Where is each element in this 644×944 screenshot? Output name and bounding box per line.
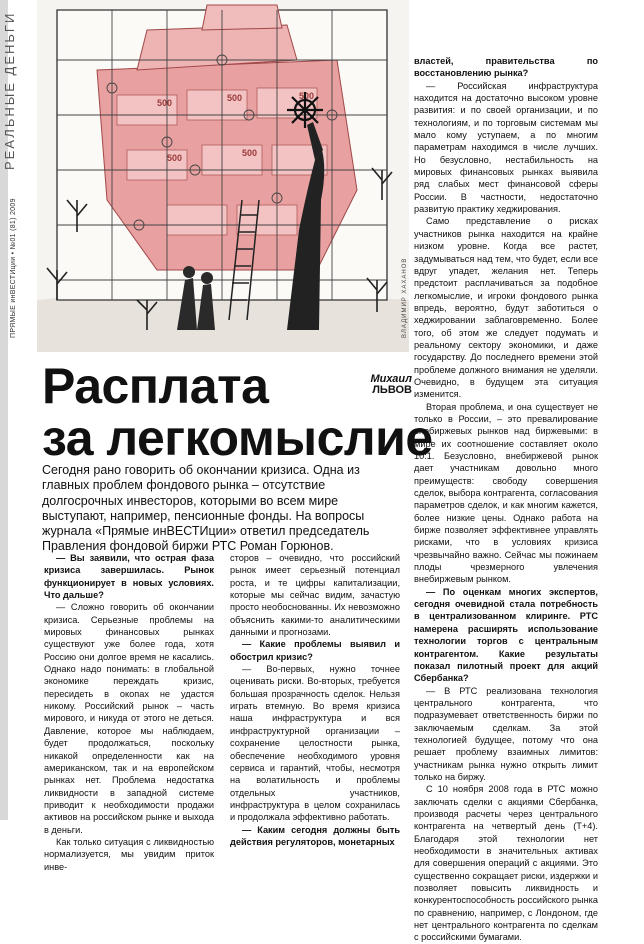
issue-line: ПРЯМЫЕ инВЕСТИции • №01 (81) 2009 [10, 198, 17, 338]
interview-question: — Вы заявили, что острая фаза кризиса завершилась. Рынок функционирует в новых условиях. Что дальше? [44, 553, 214, 601]
text-column-3 [414, 55, 598, 944]
interview-answer: Как только ситуация с ликвидностью нормализуется, мы увидим приток инве- [44, 836, 214, 872]
interview-answer: — Во-первых, нужно точнее оценивать риски. Во-вторых, требуется большая прозрачность сделок. Нельзя играть втемную. Во время кризиса наша инфраструктура и вся инфраструктурной организации – сохранение целостности рынка, обеспечение необходимого уровня сервиса и гарантий, чтобы, несмотря на волатильность и проблемы отдельных участников, инфраструктура в целом сохранилась и продолжала эффективно работать. [230, 664, 400, 823]
article-title [42, 360, 433, 464]
interview-answer: сторов – очевидно, что российский рынок имеет серьезный потенциал роста, и те цифры капитализации, которые мы сейчас видим, зачастую просто необоснованны. Их невозможно объяснить какими-то аналитическими данными и прогнозами. [230, 553, 400, 638]
interview-question: — По оценкам многих экспертов, сегодня очевидной стала потребность в централизованном клиринге. РТС намерена расширять использование технологии торгов с центральным контрагентом. Какие результаты показал пилотный проект для акций Сбербанка? [414, 586, 598, 684]
magazine-brand: РЕАЛЬНЫЕ ДЕНЬГИ [2, 11, 17, 170]
interview-answer: Само представление о рисках участников рынка находится на крайне низком уровне. Когда все растет, задумываться над тем, что будет, если все вдруг упадет, желания нет. Теперь предстоит расплачиваться за подобное легкомыслие, и игроки фондового рынка впредь, вероятно, будут заботиться о хеджировании заблаговременно. Более того, об этом же следует подумать и реальному сектору экономики, и даже государству. До последнего времени этой проблеме должного внимания не уделяли. Очевидно, в будущем эта ситуация изменится. [414, 216, 598, 400]
ship-of-money-drawing [37, 0, 409, 352]
banknote-label: 500 [242, 148, 258, 158]
title-line-1: Расплата [42, 358, 269, 414]
interview-question: — Какие проблемы выявил и обострил кризис? [230, 639, 400, 662]
interview-answer: — Сложно говорить об окончании кризиса. Серьезные проблемы на мировых финансовых рынках существуют уже более года, хотя Россию они долгое время не касались. Однако надо понимать: в глобальной экономике переждать кризис, пересидеть в окопах не удастся никому. Российский рынок – часть мирового, и никуда от этого не деться. Давление, которое мы наблюдаем, будет продолжаться, поскольку никакой определенности как на американском, так и на европейском рынках нет. Проблема недостатка ликвидности в западной системе приводит к необходимости продажи активов на российском рынке и выхода в деньги. [44, 602, 214, 835]
interview-answer: С 10 ноября 2008 года в РТС можно заключать сделки с акциями Сбербанка, производя расчеты через центрального контрагента на четвертый день (T+4). Благодаря этой технологии нет необходимости в значительных активах для совершения операций с акциями. Это существенно сокращает риски, издержки и позволяет повысить ликвидность и конкурентоспособность российского рынка по сравнению, например, с Лондоном, где нет центрального контрагента по сделкам с российскими бумагами. [414, 784, 598, 943]
banknote-label: 500 [157, 98, 173, 108]
text-column-1 [44, 552, 214, 873]
text-column-2 [230, 552, 400, 848]
interview-answer: — В РТС реализована технология центрального контрагента, что подразумевает ответственность биржи по заключаемым сделкам. За этой технологией будущее, потому что она решает проблему взаимных лимитов: участникам рынка нужно открыть лимит только на биржу. [414, 685, 598, 782]
title-line-2: за легкомыслие [42, 410, 433, 466]
interview-question: властей, правительства по восстановлению рынка? [414, 56, 598, 79]
banknote-label: 500 [167, 153, 183, 163]
banknote-label: 500 [227, 93, 243, 103]
artist-credit: ВЛАДИМИР ХАХАНОВ [402, 257, 408, 338]
author-last-name: ЛЬВОВ [372, 384, 412, 396]
cartoon-illustration [37, 0, 409, 352]
author-first-name: Михаил [370, 373, 412, 385]
interview-answer: Вторая проблема, и она существует не только в России, – это превалирование внебиржевых рынков над биржевыми: в мире их соотношение составляет около 10:1. Безусловно, внебиржевой рынок дает участникам довольно много преимуществ: свободу совершения сделок, выбора контрагента, согласования параметров сделок, и как многим кажется, более низкие цены. Однако работа на бирже позволяет эффективнее управлять рисками, что в условиях кризиса чрезвычайно важно. Сейчас мы пожинаем плоды чрезмерного увлечения внебиржевым рынком. [414, 401, 598, 585]
lead-paragraph: Сегодня рано говорить об окончании кризиса. Одна из главных проблем фондового рынка – отсутствие долгосрочных инвесторов, которыми во всем мире выступают, например, пенсионные фонды. На вопросы журнала «Прямые инВЕСТИции» ответил председатель Правления фондовой биржи РТС Роман Горюнов. [42, 463, 370, 554]
interview-answer: — Российская инфраструктура находится на достаточно высоком уровне развития: и по своей организации, и по технологиям, и по торговым системам мы мало кому уступаем, а по многим параметрам находимся в числе лучших. Но безусловно, нестабильность на мировых финансовых рынках выявила ряд слабых мест финансовой сферы России. В частности, недостаточно развитую практику хеджирования. [414, 80, 598, 215]
helm-wheel [287, 92, 323, 128]
banknote-label: 500 [299, 91, 315, 101]
interview-question: — Каким сегодня должны быть действия регуляторов, монетарных [230, 824, 400, 847]
